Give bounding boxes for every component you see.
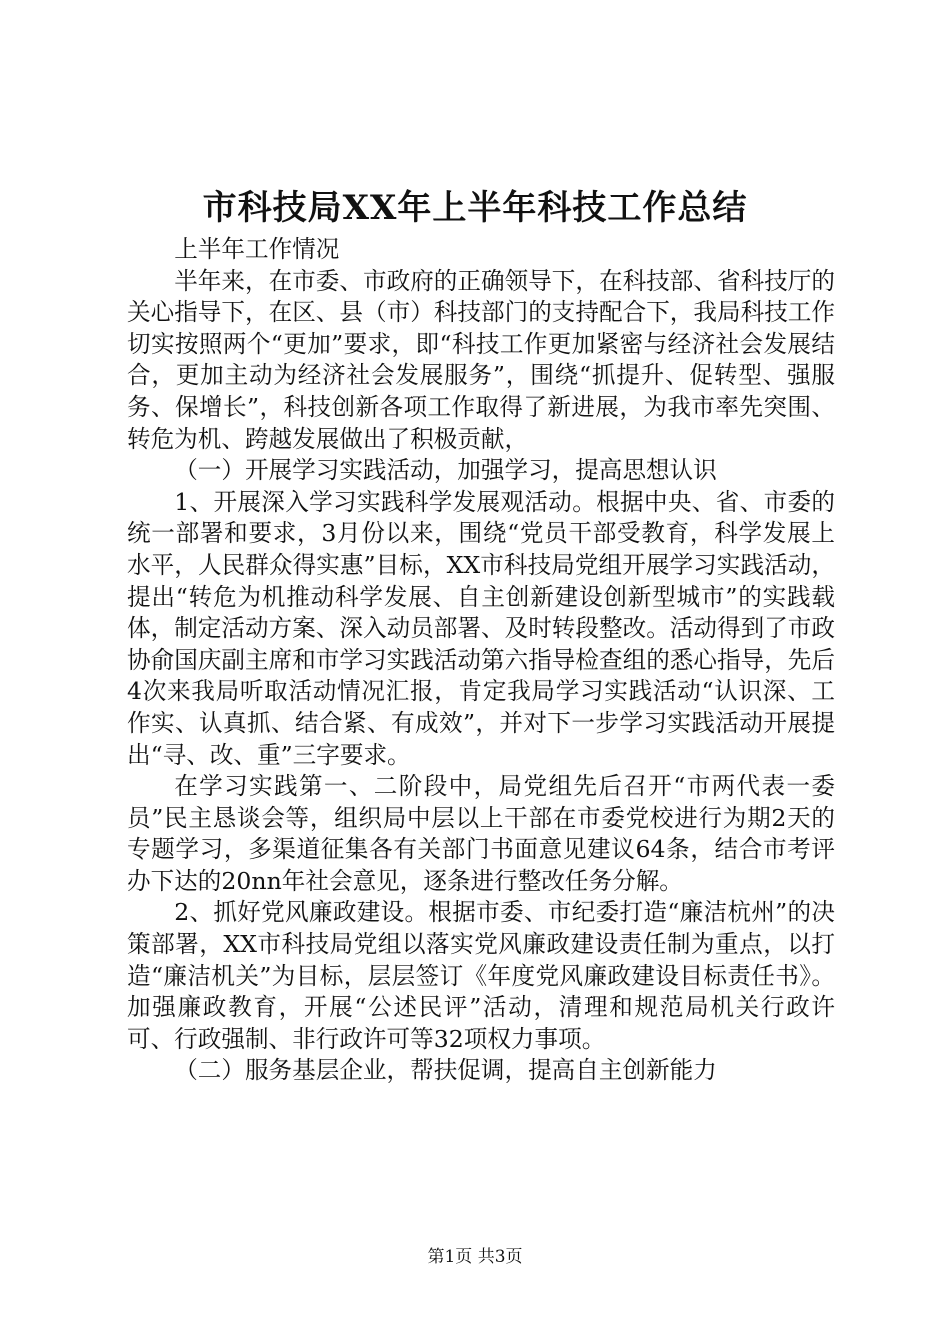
document-title: 市科技局XX年上半年科技工作总结 [202, 188, 748, 228]
page-footer: 第1页 共3页 [427, 1247, 523, 1267]
paragraph-stage-one-two: 在学习实践第一、二阶段中，局党组先后召开“市两代表一委员”民主恳谈会等，组织局中层以上干部在市委党校进行为期2天的专题学习，多渠道征集各有关部门书面意见建议64条，结合市考评办下达的20nn年社会意见，逐条进行整改任务分解。 [127, 772, 835, 895]
section-heading-2: （二）服务基层企业，帮扶促调，提高自主创新能力 [174, 1056, 717, 1085]
paragraph-party-integrity: 2、抓好党风廉政建设。根据市委、市纪委打造“廉洁杭州”的决策部署，XX市科技局党组以落实党风廉政建设责任制为重点，以打造“廉洁机关”为目标，层层签订《年度党风廉政建设目标责任书》。加强廉政教育，开展“公述民评”活动，清理和规范局机关行政许可、行政强制、非行政许可等32项权力事项。 [127, 898, 835, 1053]
paragraph-study-practice: 1、开展深入学习实践科学发展观活动。根据中央、省、市委的统一部署和要求，3月份以来，围绕“党员干部受教育，科学发展上水平，人民群众得实惠”目标，XX市科技局党组开展学习实践活动，提出“转危为机推动科学发展、自主创新建设创新型城市”的实践载体，制定活动方案、深入动员部署、及时转段整改。活动得到了市政协俞国庆副主席和市学习实践活动第六指导检查组的悉心指导，先后4次来我局听取活动情况汇报，肯定我局学习实践活动“认识深、工作实、认真抓、结合紧、有成效”，并对下一步学习实践活动开展提出“寻、改、重”三字要求。 [127, 487, 835, 769]
document-body [127, 234, 835, 1087]
paragraph-intro: 半年来，在市委、市政府的正确领导下，在科技部、省科技厅的关心指导下，在区、县（市）科技部门的支持配合下，我局科技工作切实按照两个“更加”要求，即“科技工作更加紧密与经济社会发展结合，更加主动为经济社会发展服务”，围绕“抓提升、促转型、强服务、保增长”，科技创新各项工作取得了新进展，为我市率先突围、转危为机、跨越发展做出了积极贡献， [127, 266, 835, 453]
section-heading-1: （一）开展学习实践活动，加强学习，提高思想认识 [174, 456, 717, 485]
section-heading-first-half: 上半年工作情况 [174, 235, 340, 263]
